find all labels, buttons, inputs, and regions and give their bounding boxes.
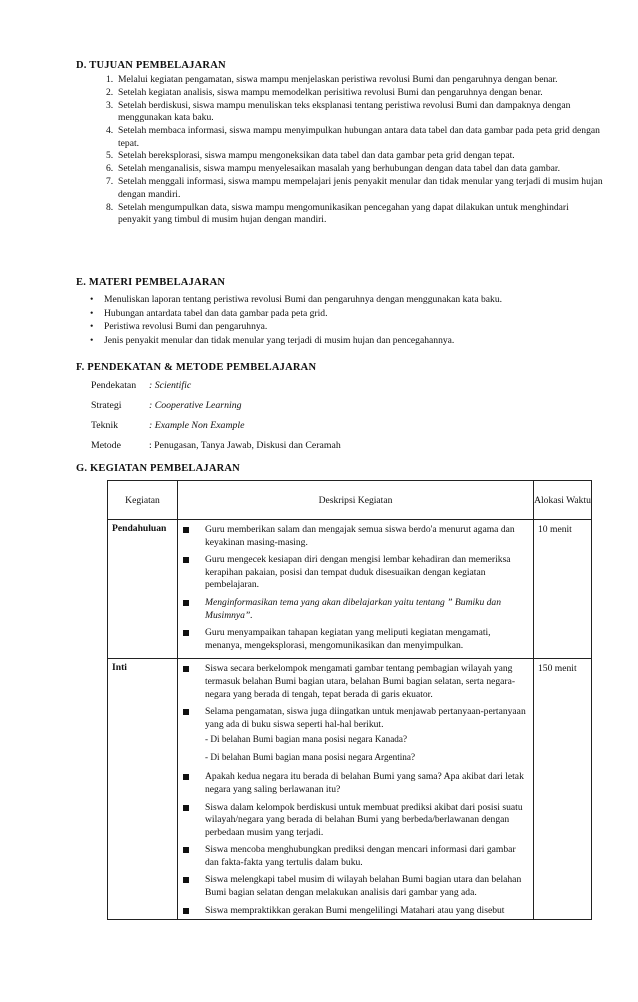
question-list xyxy=(179,733,532,763)
list-item: 3. Setelah berdiskusi, siswa mampu menuliskan teks eksplanasi tentang peristiwa revolusi Bumi dan dampaknya dengan menggunakan kata baku. xyxy=(106,99,571,124)
square-bullet-icon xyxy=(183,630,189,636)
list-item: Menginformasikan tema yang akan dibelajarkan yaitu tentang ” Bumiku dan Musimnya”. xyxy=(179,597,532,622)
bullet-icon: • xyxy=(90,294,94,305)
list-item: • Jenis penyakit menular dan tidak menular yang terjadi di musim hujan dan pencegahannya. xyxy=(90,334,455,346)
inti-steps xyxy=(178,659,534,920)
kegiatan-table xyxy=(107,480,592,920)
list-item: Guru memberikan salam dan mengajak semua siswa berdo'a menurut agama dan keyakinan masing-masing. xyxy=(179,524,532,549)
square-bullet-icon xyxy=(183,666,189,672)
list-item: • Peristiwa revolusi Bumi dan pengaruhnya. xyxy=(90,321,268,333)
header-kegiatan: Kegiatan xyxy=(108,481,178,520)
table-row xyxy=(108,659,592,920)
materi-list xyxy=(90,293,610,347)
bullet-icon: • xyxy=(90,334,94,346)
square-bullet-icon xyxy=(183,877,189,883)
square-bullet-icon xyxy=(183,527,189,533)
list-item: 2. Setelah kegiatan analisis, siswa mampu memodelkan perisitiwa revolusi Bumi dan pengaruhnya dengan benar. xyxy=(106,86,543,98)
list-item: Siswa melengkapi tabel musim di wilayah belahan Bumi bagian utara dan belahan Bumi bagian selatan dengan melakukan analisis dari gambar yang ada. xyxy=(179,874,532,899)
list-item: 6. Setelah menganalisis, siswa mampu menyelesaikan masalah yang berhubungan dengan data tabel dan data gambar. xyxy=(106,163,560,175)
section-d-heading: D. TUJUAN PEMBELAJARAN xyxy=(76,60,226,71)
square-bullet-icon xyxy=(183,557,189,563)
section-e-heading: E. MATERI PEMBELAJARAN xyxy=(76,277,226,288)
square-bullet-icon xyxy=(183,847,189,853)
list-item: 1. Melalui kegiatan pengamatan, siswa mampu menjelaskan peristiwa revolusi Bumi dan pengaruhnya dengan benar. xyxy=(106,74,558,85)
square-bullet-icon xyxy=(183,774,189,780)
table-row xyxy=(108,520,592,659)
section-g-heading: G. KEGIATAN PEMBELAJARAN xyxy=(76,463,240,474)
list-item: • Hubungan antardata tabel dan data gambar pada peta grid. xyxy=(90,307,328,319)
pendekatan-row: Pendekatan : Scientific xyxy=(91,380,192,391)
list-item: 4. Setelah membaca informasi, siswa mampu menyimpulkan hubungan antara data tabel dan data gambar pada peta grid dengan tepat. xyxy=(106,125,600,149)
strategi-row: Strategi : Cooperative Learning xyxy=(91,400,242,411)
bullet-icon: • xyxy=(90,321,94,333)
list-item: Guru menyampaikan tahapan kegiatan yang meliputi kegiatan mengamati, menanya, mengeksplorasi, mengomunikasikan dan menyimpulkan. xyxy=(179,627,532,652)
list-item: Siswa secara berkelompok mengamati gambar tentang pembagian wilayah yang termasuk belahan Bumi bagian utara, belahan Bumi bagian selatan, serta negara-negara yang berada di tengah, tepat berada di garis ekuator. xyxy=(179,663,532,701)
header-deskripsi: Deskripsi Kegiatan xyxy=(178,481,534,520)
time-pendahuluan: 10 menit xyxy=(534,520,592,659)
list-item: Siswa dalam kelompok berdiskusi untuk membuat prediksi akibat dari posisi suatu wilayah/negara yang berada di belahan Bumi yang berbeda/berlawanan dengan perbedaan musim yang terjadi. xyxy=(179,802,532,840)
question-item: - Di belahan Bumi bagian mana posisi negara Argentina? xyxy=(205,752,416,763)
list-item: Siswa mempraktikkan gerakan Bumi mengelilingi Matahari atau yang disebut xyxy=(179,905,532,919)
tujuan-list xyxy=(106,74,604,227)
list-item: Selama pengamatan, siswa juga diingatkan untuk menjawab pertanyaan-pertanyaan yang ada di buku siswa seperti hal-hal berikut. xyxy=(179,706,532,731)
phase-inti: Inti xyxy=(108,659,178,920)
square-bullet-icon xyxy=(183,908,189,914)
list-item: 8. Setelah mengumpulkan data, siswa mampu mengomunikasikan pencegahan yang dapat dilakukan untuk menghindari penyakit yang timbul di musim hujan dengan mandiri. xyxy=(106,201,569,225)
bullet-icon: • xyxy=(90,307,94,319)
list-item: Apakah kedua negara itu berada di belahan Bumi yang sama? Apa akibat dari letak negara yang saling berlawanan itu? xyxy=(179,771,532,796)
metode-row: Metode : Penugasan, Tanya Jawab, Diskusi dan Ceramah xyxy=(91,440,341,451)
question-item: - Di belahan Bumi bagian mana posisi negara Kanada? xyxy=(205,734,408,745)
list-item: 7. Setelah menggali informasi, siswa mampu mempelajari jenis penyakit menular dan tidak menular yang terjadi di musim hujan dengan mandiri. xyxy=(106,176,603,200)
list-item: Guru mengecek kesiapan diri dengan mengisi lembar kehadiran dan memeriksa kerapihan pakaian, posisi dan tempat duduk disesuaikan dengan kegiatan pembelajaran. xyxy=(179,554,532,592)
pendahuluan-steps xyxy=(178,520,534,659)
table-header-row xyxy=(108,481,592,520)
list-item: • Menuliskan laporan tentang peristiwa revolusi Bumi dan pengaruhnya dengan menggunakan kata baku. xyxy=(90,294,503,305)
section-f-heading: F. PENDEKATAN & METODE PEMBELAJARAN xyxy=(76,362,317,373)
header-waktu: Alokasi Waktu xyxy=(534,481,592,520)
list-item: 5. Setelah bereksplorasi, siswa mampu mengoneksikan data tabel dan data gambar peta grid dengan tepat. xyxy=(106,150,515,162)
list-item: Siswa mencoba menghubungkan prediksi dengan mencari informasi dari gambar dan fakta-fakta yang tertulis dalam buku. xyxy=(179,844,532,869)
phase-pendahuluan: Pendahuluan xyxy=(108,520,178,659)
square-bullet-icon xyxy=(183,805,189,811)
teknik-row: Teknik : Example Non Example xyxy=(91,420,245,431)
time-inti: 150 menit xyxy=(534,659,592,920)
square-bullet-icon xyxy=(183,600,189,606)
pendekatan-list xyxy=(91,376,341,456)
square-bullet-icon xyxy=(183,709,189,715)
